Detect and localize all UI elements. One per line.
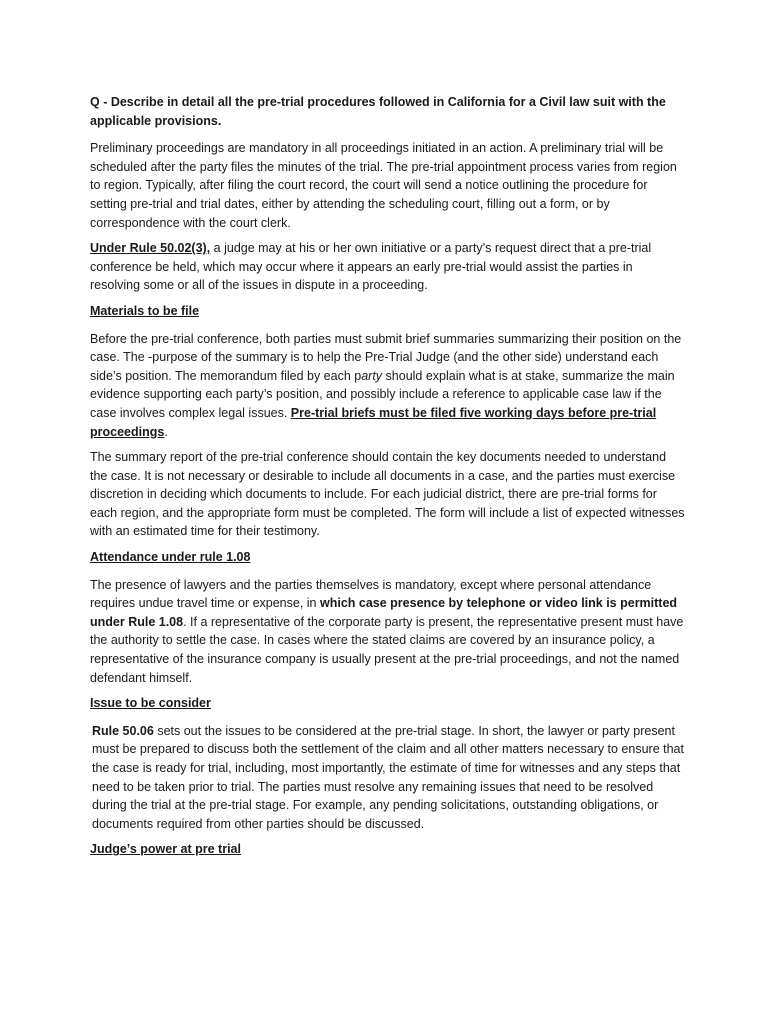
summaries-italic: arty: [361, 368, 383, 383]
question: [90, 93, 686, 130]
rule-50-06-text: sets out the issues to be considered at the pre-trial stage. In short, the lawyer or party present must be prepared to discuss both the settlement of the claim and all other matters necessary to ensure that the case is ready for trial, including, most importantly, the estimate of time for witnesses and any steps that need to be taken prior to trial. The parties must resolve any remaining issues that need to be resolved during the trial at the pre-trial stage. For example, any pending solicitations, outstanding obligations, or documents required from other parties should be discussed.: [92, 723, 684, 831]
heading-materials-to-be-file: Materials to be file: [90, 303, 200, 318]
summaries-text-b: should explain what is at stake, summarize the main evidence supporting each party’s position, and possibly include a reference to applicable case law if the case involves complex legal issues.: [90, 368, 675, 420]
heading-judges-power: Judge’s power at pre trial: [90, 842, 241, 857]
rule-50-02-text: a judge may at his or her own initiative or a party’s request direct that a pre-trial conference be held, which may occur where it appears an early pre-trial would assist the parties in resolving some or all of the issues in dispute in a proceeding.: [90, 241, 652, 293]
rule-50-02-reference: Under Rule 50.02(3),: [90, 241, 211, 256]
question-label: Q -: [90, 95, 108, 109]
summaries-end: .: [164, 424, 168, 439]
paragraph-preliminary-proceedings: Preliminary proceedings are mandatory in all proceedings initiated in an action. A preliminary trial will be scheduled after the party files the minutes of the trial. The pre-trial appointment process varies from region to region. Typically, after filing the court record, the court will send a notice outlining the procedure for setting pre-trial and trial dates, either by attending the scheduling court, filling out a form, or by correspondence with the court clerk.: [90, 141, 677, 230]
paragraph-attendance: [90, 576, 686, 688]
heading-issue-to-be-consider: Issue to be consider: [90, 696, 211, 711]
paragraph-rule-50-06: [90, 722, 686, 834]
attendance-text-b: . If a representative of the corporate party is present, the representative present must have the authority to settle the case. In cases where the stated claims are covered by an insurance policy, a representative of the insurance company is usually present at the pre-trial proceedings, and not the named defendant himself.: [90, 614, 684, 685]
paragraph-summaries: [90, 330, 686, 442]
question-text: Describe in detail all the pre-trial procedures followed in California for a Civil law suit with the applicable provisions.: [90, 95, 666, 128]
paragraph-rule-50-02: [90, 239, 686, 295]
summaries-deadline: Pre-trial briefs must be filed five working days before pre-trial proceedings: [90, 405, 657, 439]
rule-50-06-reference: Rule 50.06: [92, 723, 154, 738]
summaries-text-a: Before the pre-trial conference, both parties must submit brief summaries summarizing their position on the case. The -purpose of the summary is to help the Pre-Trial Judge (and the other side) understand each side’s position. The memorandum filed by each p: [90, 331, 682, 383]
paragraph-summary-report: The summary report of the pre-trial conference should contain the key documents needed to understand the case. It is not necessary or desirable to include all documents in a case, and the parties must exercise discretion in deciding which documents to include. For each judicial district, there are pre-trial forms for each region, and the appropriate form must be completed. The form will include a list of expected witnesses with an estimated time for their testimony.: [90, 450, 685, 539]
heading-attendance: Attendance under rule 1.08: [90, 550, 251, 565]
attendance-bold: which case presence by telephone or video link is permitted under Rule 1.08: [90, 596, 678, 629]
attendance-text-a: The presence of lawyers and the parties themselves is mandatory, except where personal attendance requires undue travel time or expense, in: [90, 577, 652, 611]
